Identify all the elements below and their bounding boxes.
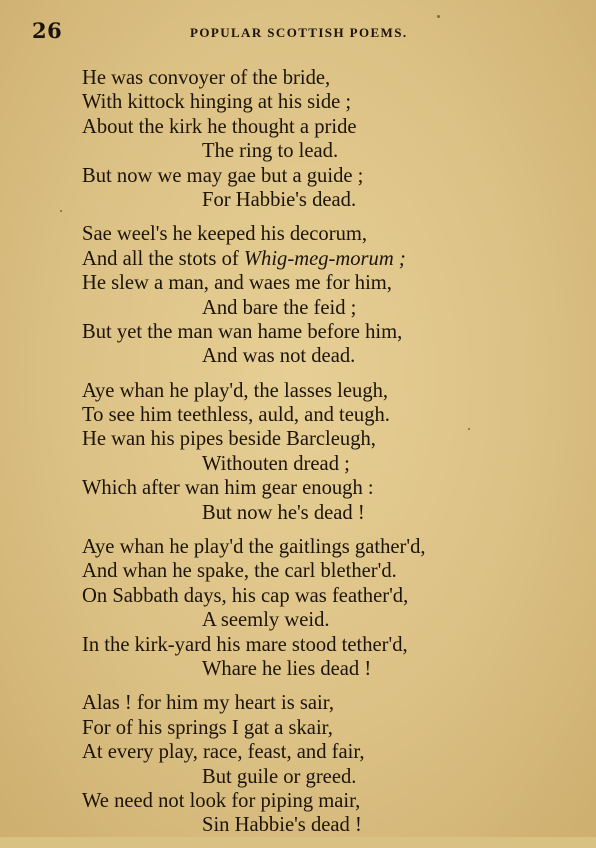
italic-phrase: Whig-meg-morum ;	[243, 247, 406, 270]
verse-line: About the kirk he thought a pride	[82, 115, 357, 138]
verse-line: With kittock hinging at his side ;	[82, 91, 352, 114]
paper-speck	[60, 210, 62, 212]
stanza	[82, 66, 562, 212]
verse-line: The ring to lead.	[202, 140, 339, 163]
verse-line: In the kirk-yard his mare stood tether'd,	[82, 633, 408, 656]
verse-line: Which after wan him gear enough :	[82, 477, 374, 500]
stanza	[82, 535, 562, 681]
verse-line	[82, 247, 562, 271]
verse-line: For Habbie's dead.	[202, 188, 357, 211]
verse-line: But now we may gae but a guide ;	[82, 164, 364, 187]
paper-speck	[468, 428, 470, 430]
paper-speck	[437, 15, 440, 18]
verse-line: A seemly weid.	[202, 609, 330, 632]
stanza	[82, 379, 562, 525]
verse-line: Sae weel's he keeped his decorum,	[82, 223, 368, 246]
verse-line: Withouten dread ;	[202, 452, 350, 475]
verse-line: He wan his pipes beside Barcleugh,	[82, 428, 376, 451]
verse-line: But yet the man wan hame before him,	[82, 320, 403, 343]
stanza	[82, 222, 562, 368]
verse-line: On Sabbath days, his cap was feather'd,	[82, 584, 409, 607]
stanza	[82, 691, 562, 837]
verse-line: Whare he lies dead !	[202, 657, 372, 680]
verse-line: At every play, race, feast, and fair,	[82, 741, 365, 764]
verse-text: And all the stots of	[82, 247, 244, 270]
verse-line: But now he's dead !	[202, 501, 365, 524]
verse-line: And bare the feid ;	[202, 296, 357, 319]
verse-line: And was not dead.	[202, 345, 356, 368]
verse-line: We need not look for piping mair,	[82, 789, 361, 812]
verse-line: And whan he spake, the carl blether'd.	[82, 560, 397, 583]
verse-line: But guile or greed.	[202, 765, 357, 788]
verse-line: To see him teethless, auld, and teugh.	[82, 404, 390, 427]
verse-line: Sin Habbie's dead !	[202, 814, 362, 837]
verse-line: He was convoyer of the bride,	[82, 67, 331, 89]
poem-body	[82, 66, 562, 848]
verse-line: He slew a man, and waes me for him,	[82, 272, 392, 295]
verse-line: For of his springs I gat a skair,	[82, 716, 333, 739]
verse-line: Aye whan he play'd the gaitlings gather'd,	[82, 536, 426, 559]
verse-line: Alas ! for him my heart is sair,	[82, 692, 334, 715]
page-number: 26	[32, 18, 63, 43]
verse-line: Aye whan he play'd, the lasses leugh,	[82, 379, 389, 402]
running-head: POPULAR SCOTTISH POEMS.	[190, 25, 408, 40]
